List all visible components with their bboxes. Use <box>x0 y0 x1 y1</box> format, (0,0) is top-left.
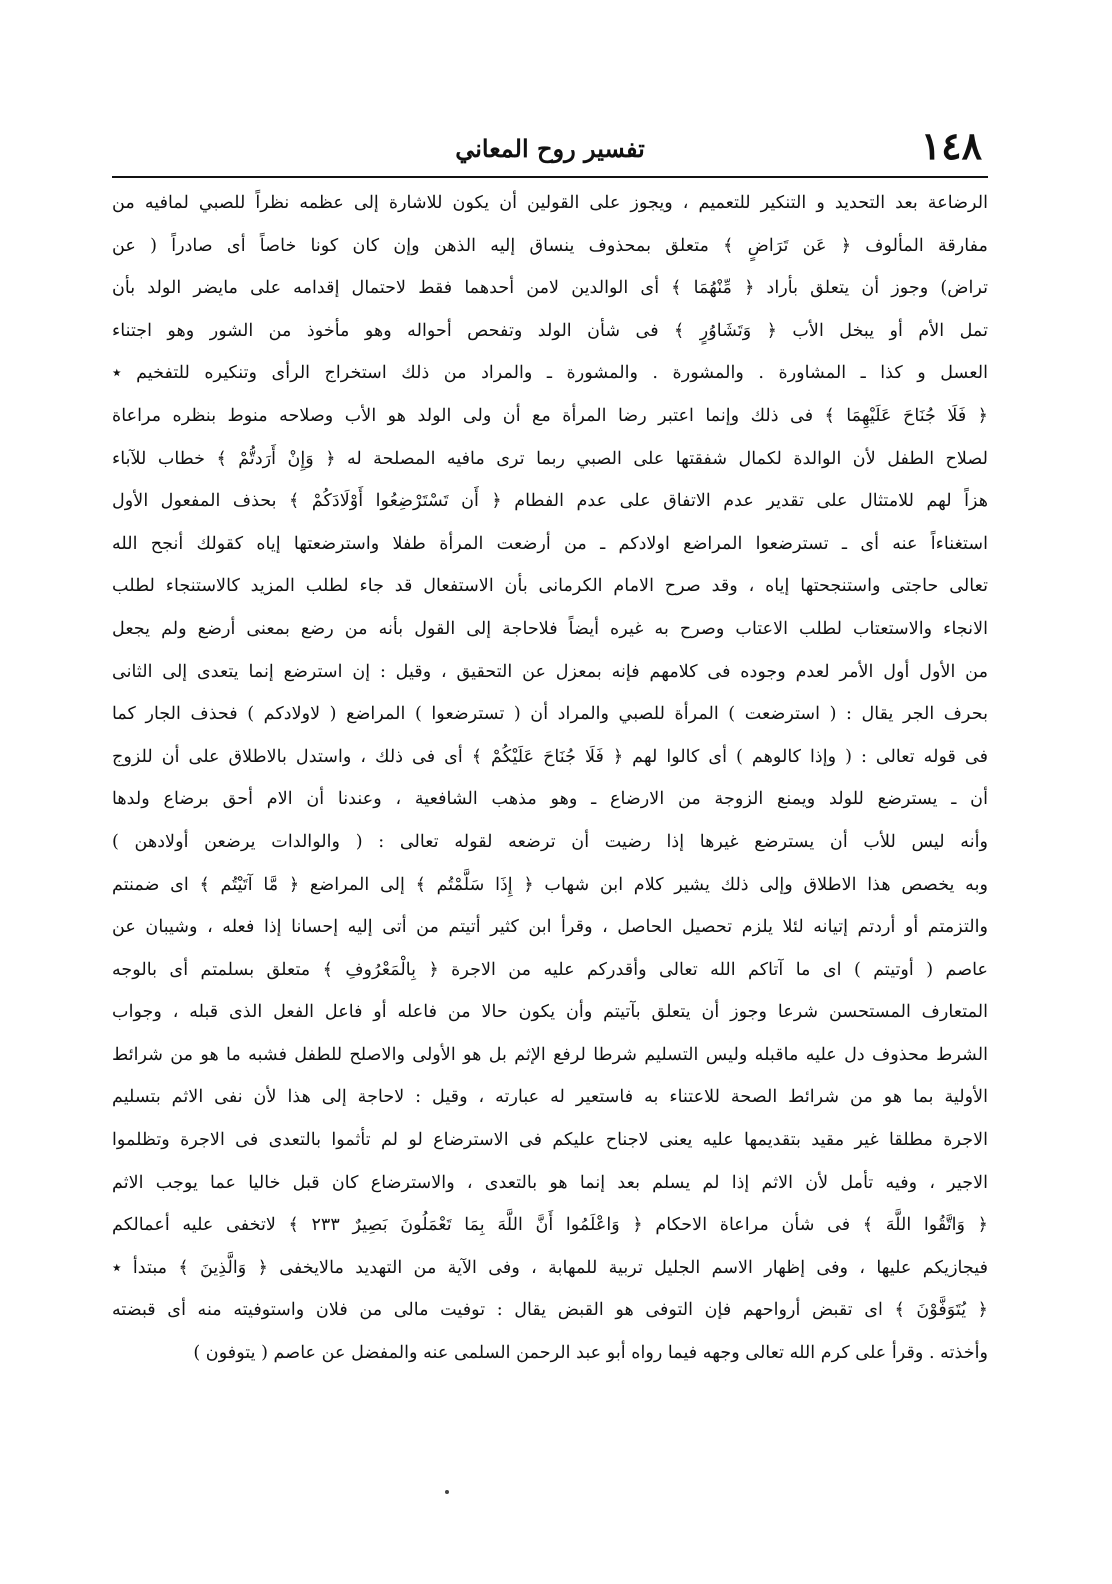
text-line: هزاً لهم للامتثال على تقدير عدم الاتفاق على عدم الفطام ﴿ أَن تَسْتَرْضِعُوا أَوْلَادَكُمْ ﴾ بحذف المفعول الأول <box>112 491 988 512</box>
text-line: الانجاء والاستعتاب لطلب الاعتاب وصرح به غيره أيضاً فلاحاجة إلى القول بأنه من رضع بمعنى أرضع ولم يجعل <box>112 618 988 639</box>
scan-speck <box>445 1490 449 1494</box>
text-line: من الأول أول الأمر لعدم وجوده فى كلامهم فإنه بمعزل عن التحقيق ، وقيل : إن استرضع إنما يتعدى إلى الثانى <box>112 661 988 682</box>
page <box>112 118 988 1508</box>
text-line: تعالى حاجتى واستنجحتها إياه ، وقد صرح الامام الكرمانى بأن الاستفعال قد جاء لطلب المزيد كالاستنجاء لطلب <box>112 576 988 597</box>
text-line: الاجير ، وفيه تأمل لأن الاثم إذا لم يسلم بعد إنما هو بالتعدى ، والاسترضاع كان قبل خاليا عما يوجب الاثم <box>112 1172 988 1193</box>
text-line: وأخذته . وقرأ على كرم الله تعالى وجهه فيما رواه أبو عبد الرحمن السلمى عنه والمفضل عن عاصم ( يتوفون ) <box>193 1343 988 1364</box>
text-line: وأنه ليس للأب أن يسترضع غيرها إذا رضيت أن ترضعه لقوله تعالى : ( والوالدات يرضعن أولادهن ) <box>112 831 988 852</box>
text-line: الأولية بما هو من شرائط الصحة للاعتناء به فاستعير له عبارته ، وقيل : لاحاجة إلى هذا لأن نفى الاثم بتسليم <box>112 1087 988 1108</box>
page-number: ١٤٨ <box>920 123 982 168</box>
body-text <box>112 182 988 1375</box>
text-line: المتعارف المستحسن شرعا وجوز أن يتعلق بآتيتم وأن يكون حالا من فاعله أو فاعل الفعل الذى قبله ، وجواب <box>112 1002 988 1023</box>
text-line: تمل الأم أو يبخل الأب ﴿ وَتَشَاوُرٍ ﴾ فى شأن الولد وتفحص أحواله وهو مأخوذ من الشور وهو اجتناء <box>112 320 988 341</box>
text-line: ﴿ يُتَوَفَّوْنَ ﴾ اى تقبض أرواحهم فإن التوفى هو القبض يقال : توفيت مالى من فلان واستوفيته منه أى قبضته <box>112 1300 988 1321</box>
text-line: استغناءاً عنه أى ـ تسترضعوا المراضع اولادكم ـ من أرضعت المرأة طفلا واسترضعتها إياه كقولك أنجح الله <box>112 533 988 554</box>
text-line: فى قوله تعالى : ( وإذا كالوهم ) أى كالوا لهم ﴿ فَلَا جُنَاحَ عَلَيْكُمْ ﴾ أى فى ذلك ، واستدل بالاطلاق على أن للزوج <box>112 746 988 767</box>
text-line: العسل و كذا ـ المشاورة . والمشورة . والمشورة ـ والمراد من ذلك استخراج الرأى وتنكيره للتفخيم ٭ <box>112 363 988 384</box>
text-line: الرضاعة بعد التحديد و التنكير للتعميم ، ويجوز على القولين أن يكون للاشارة إلى عظمه نظراً للصبي لمافيه من <box>112 193 988 213</box>
page-header <box>112 118 988 174</box>
text-line: ﴿ فَلَا جُنَاحَ عَلَيْهِمَا ﴾ فى ذلك وإنما اعتبر رضا المرأة مع أن ولى الولد هو الأب وصلاحه منوط بنظره مراعاة <box>112 405 988 426</box>
text-line: أن ـ يسترضع للولد ويمنع الزوجة من الارضاع ـ وهو مذهب الشافعية ، وعندنا أن الام أحق برضاع ولدها <box>112 789 988 810</box>
text-line: عاصم ( أوتيتم ) اى ما آتاكم الله تعالى وأقدركم عليه من الاجرة ﴿ بِالْمَعْرُوفِ ﴾ متعلق بسلمتم أى بالوجه <box>112 959 988 980</box>
text-line: وبه يخصص هذا الاطلاق وإلى ذلك يشير كلام ابن شهاب ﴿ إِذَا سَلَّمْتُم ﴾ إلى المراضع ﴿ مَّا آتَيْتُم ﴾ اى ضمنتم <box>112 874 988 895</box>
text-line: فيجازيكم عليها ، وفى إظهار الاسم الجليل تربية للمهابة ، وفى الآية من التهديد مالايخفى ﴿ وَالَّذِينَ ﴾ مبتدأ ٭ <box>112 1257 988 1278</box>
text-line: مفارقة المألوف ﴿ عَن تَرَاضٍ ﴾ متعلق بمحذوف ينساق إليه الذهن وإن كان كونا خاصاً أى صادراً ( عن <box>112 235 988 256</box>
text-line: والتزمتم أو أردتم إتيانه لئلا يلزم تحصيل الحاصل ، وقرأ ابن كثير أتيتم من أتى إليه إحسانا إذا فعله ، وشيبان عن <box>112 917 988 938</box>
text-line: بحرف الجر يقال : ( استرضعت ) المرأة للصبي والمراد أن ( تسترضعوا ) المراضع ( لاولادكم ) فحذف الجار كما <box>112 704 988 725</box>
text-line: الاجرة مطلقا غير مقيد بتقديمها عليه يعنى لاجناح عليكم فى الاسترضاع لو لم تأثموا بالتعدى فى الاجرة وتظلموا <box>112 1130 988 1151</box>
running-title: تفسير روح المعاني <box>455 134 645 163</box>
text-line: الشرط محذوف دل عليه ماقبله وليس التسليم شرطا لرفع الإثم بل هو الأولى والاصلح للطفل فشبه ما هو من شرائط <box>112 1044 988 1065</box>
text-line: ﴿ وَاتَّقُوا اللَّهَ ﴾ فى شأن مراعاة الاحكام ﴿ وَاعْلَمُوا أَنَّ اللَّهَ بِمَا تَعْمَلُونَ بَصِيرٌ ٢٣٣ ﴾ لاتخفى عليه أعمالكم <box>112 1215 988 1236</box>
text-line: تراض) وجوز أن يتعلق بأراد ﴿ مِّنْهُمَا ﴾ أى الوالدين لامن أحدهما فقط لاحتمال إقدامه على مايضر الولد بأن <box>112 278 988 299</box>
header-rule <box>112 176 988 178</box>
text-line: لصلاح الطفل لأن الوالدة لكمال شفقتها على الصبي ربما ترى مافيه المصلحة له ﴿ وَإِنْ أَرَدتُّمْ ﴾ خطاب للآباء <box>112 448 988 469</box>
